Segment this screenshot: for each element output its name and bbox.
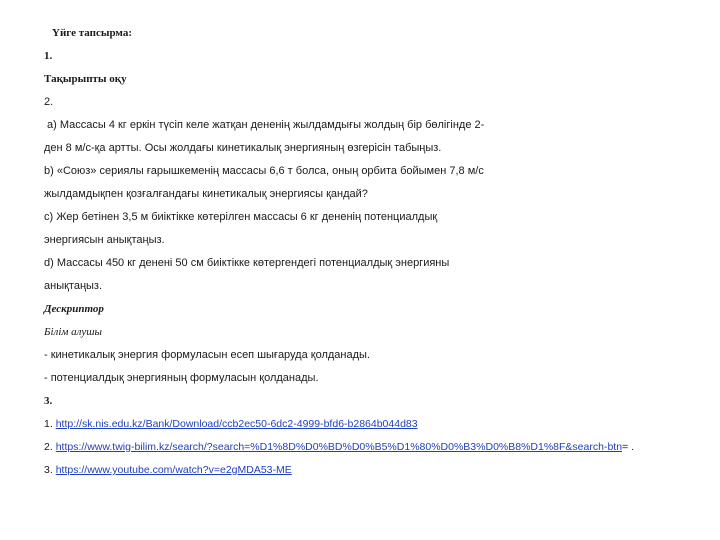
homework-heading: Үйге тапсырма: [52, 27, 132, 39]
reference-3 [44, 459, 684, 482]
reference-2 [44, 436, 684, 459]
reference-2-suffix: = . [622, 441, 635, 453]
reference-1-number: 1. [44, 418, 56, 430]
section-number-2: 2. [44, 96, 54, 108]
reference-2-number: 2. [44, 441, 56, 453]
section-number-1: 1. [44, 50, 53, 62]
task-b-line-2: жылдамдықпен қозғалғандағы кинетикалық энергиясы қандай? [44, 188, 368, 200]
topic-text: Тақырыпты оқу [44, 73, 127, 85]
task-a-line-2: ден 8 м/с-қа артты. Осы жолдағы кинетикалық энергияның өзгерісін табыңыз. [44, 142, 442, 154]
task-c-line-1: c) Жер бетінен 3,5 м биіктікке көтерілген массасы 6 кг дененің потенциалдық [44, 211, 438, 223]
descriptor-item-1: - кинетикалық энергия формуласын есеп шығаруда қолданады. [44, 349, 370, 361]
task-d-line-1: d) Массасы 450 кг денені 50 см биіктікке көтергендегі потенциалдық энергияны [44, 257, 450, 269]
task-a-line-1: а) Массасы 4 кг еркін түсіп келе жатқан дененің жылдамдығы жолдың бір бөлігінде 2- [47, 119, 485, 131]
task-b-line-1: b) «Союз» сериялы ғарышкеменің массасы 6,6 т болса, оның орбита бойымен 7,8 м/с [44, 165, 484, 177]
task-c-line-2: энергиясын анықтаңыз. [44, 234, 165, 246]
reference-1-link[interactable]: http://sk.nis.edu.kz/Bank/Download/ccb2ec50-6dc2-4999-bfd6-b2864b044d83 [55, 418, 418, 430]
descriptor-heading: Дескриптор [44, 303, 104, 315]
document-page [44, 22, 684, 482]
reference-1 [44, 413, 684, 436]
section-number-3: 3. [44, 395, 53, 407]
descriptor-item-2: - потенциалдық энергияның формуласын қолданады. [44, 372, 319, 384]
reference-3-link[interactable]: https://www.youtube.com/watch?v=e2gMDA53-ME [55, 464, 292, 476]
learner-label: Білім алушы [44, 326, 102, 338]
reference-3-number: 3. [44, 464, 56, 476]
task-d-line-2: анықтаңыз. [44, 280, 103, 292]
reference-2-link[interactable]: https://www.twig-bilim.kz/search/?search=%D1%8D%D0%BD%D0%B5%D1%80%D0%B3%D0%B8%D1%8F&search-btn [55, 441, 623, 453]
